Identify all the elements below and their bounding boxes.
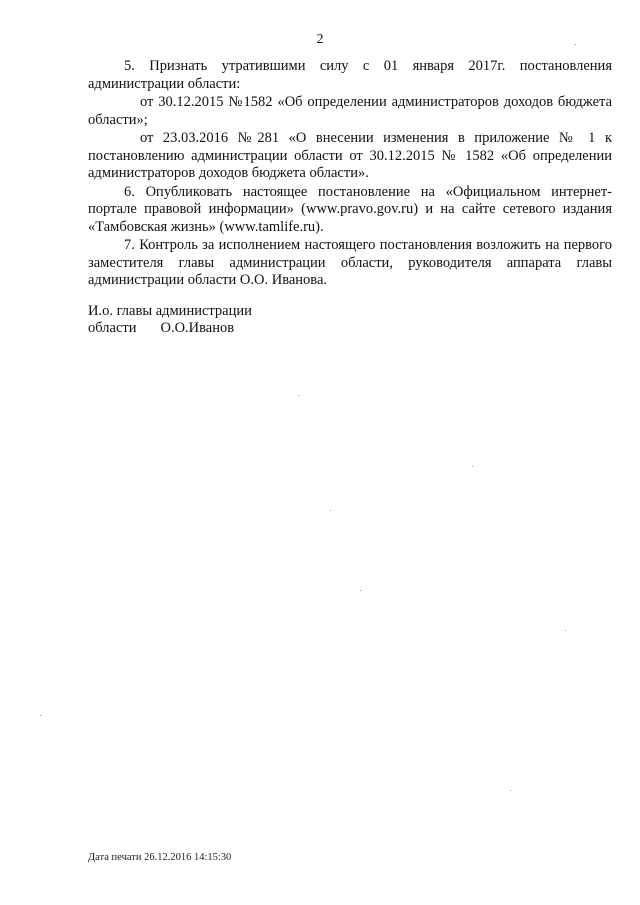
scan-speck	[360, 590, 361, 591]
signatory-title-cont: области	[88, 320, 137, 336]
paragraph-5: 5. Признать утратившими силу с 01 января 2017г. постановления администрации области:	[88, 58, 612, 92]
signatory-line	[88, 320, 252, 337]
paragraph-5-item-1: от 30.12.2015 №1582 «Об определении администраторов доходов бюджета области»;	[88, 94, 612, 128]
scan-speck	[510, 790, 511, 791]
paragraph-5-item-2: от 23.03.2016 №281 «О внесении изменения в приложение № 1 к постановлению администрации области от 30.12.2015 № 1582 «Об определении администраторов доходов бюджета области».	[88, 130, 612, 181]
print-date-footer: Дата печати 26.12.2016 14:15:30	[88, 852, 232, 863]
paragraph-6: 6. Опубликовать настоящее постановление на «Официальном интернет-портале правовой информации» (www.pravo.gov.ru) и на сайте сетевого издания «Тамбовская жизнь» (www.tamlife.ru).	[88, 183, 612, 235]
signatory-title: И.о. главы администрации	[88, 303, 252, 319]
signature-block	[88, 303, 252, 337]
scan-speck	[565, 630, 566, 631]
scan-speck	[40, 715, 41, 716]
scan-speck	[298, 395, 299, 396]
signatory-name: О.О.Иванов	[160, 320, 235, 336]
scan-speck	[575, 44, 576, 45]
paragraph-7: 7. Контроль за исполнением настоящего постановления возложить на первого заместителя главы администрации области, руководителя аппарата главы администрации области О.О. Иванова.	[88, 237, 612, 288]
page-number: 2	[316, 32, 324, 47]
document-body	[88, 58, 612, 290]
scan-speck	[472, 466, 473, 467]
scan-speck	[330, 510, 331, 511]
